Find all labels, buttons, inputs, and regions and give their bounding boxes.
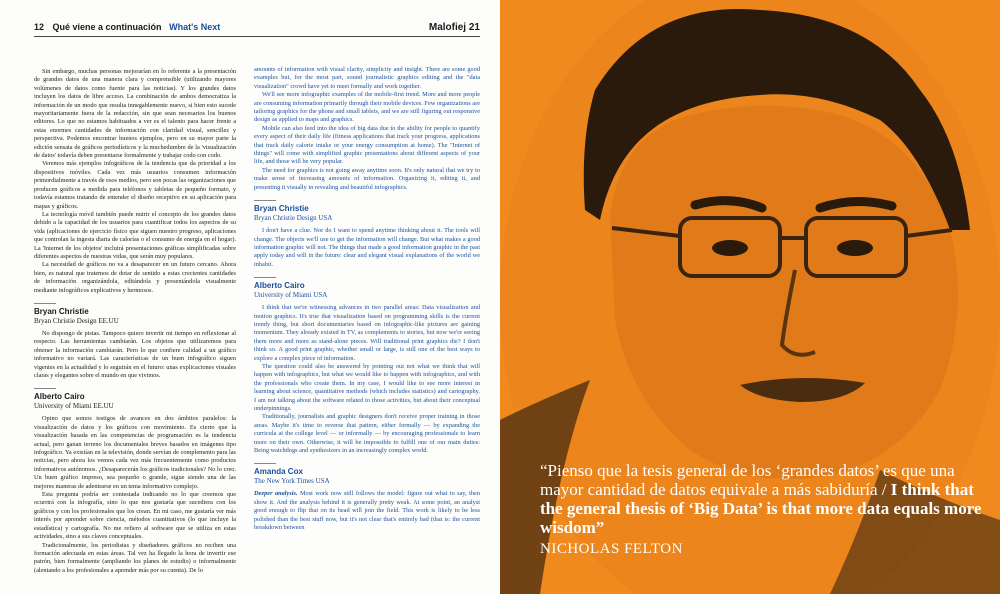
section-title-en: What's Next — [169, 22, 221, 32]
pull-quote-english: I think that the general thesis of ‘Big Data’ is that more data equals more wisdom” — [540, 480, 982, 537]
paragraph: We'll see more infographic examples of the mobile-first trend. More and more people are consuming information primarily through their mobile devices. Few organizations are tailoring graphics for the phone and small tablets, and we are still figuring out responsive design as applied to maps and graphics. — [254, 91, 480, 124]
paragraph: Sin embargo, muchas personas mejorarían en lo referente a la presentación de grandes datos de una manera clara y comprensible (utilizando mayores volúmenes de datos como fuente para las noticias). Y los grandes datos incluyen los datos de libre acceso. La combinación de ambos democratiza la información de un modo que resulta innegablemente nuevo, si bien esto sucede mayoritariamente fuera de la redacción, sin que sean necesarios los buenos editores. Lo que no estamos habituados a ver es el talento para hacer frente a estas enormes cantidades de información con claridad visual, sencillez y perspectiva. Podemos encontrar buenos ejemplos, pero en su mayor parte la edición sensata de gráficos periodísticos y la muchedumbre de la 'visualización de datos' todavía deben presentarse formalmente y trabajar codo con codo. — [34, 68, 236, 160]
author-org: University of Miami USA — [254, 291, 328, 300]
author-name: Bryan Christie — [254, 204, 309, 214]
section-title-es: Qué viene a continuación — [52, 22, 162, 32]
author-name: Alberto Cairo — [34, 392, 85, 402]
paragraph: Traditionally, journalists and graphic designers don't receive proper training in those areas. Maybe it's time to reverse that pattern, either formally — by expanding the curricula at the college level — or informally — by encouraging professionals to learn more on their own. Otherwise, it will be impossible to fulfill one of our main duties: Being watchdogs and synthesizers in an increasingly complex world. — [254, 413, 480, 455]
paragraph — [254, 490, 480, 532]
paragraph: I think that we're witnessing advances in two parallel areas: Data visualization and motion graphics. It's true that visualization based on programming skills is the current trendy thing, but short documentaries based on infographic-like pictures are gaining momentum. They already existed in TV, as complements to stories, but now we're seeing them more and more as stand-alone pieces. Will traditional print graphics die? I don't think so. A good print graphic, whether small or large, is still one of the best ways to explore a complex piece of information. — [254, 304, 480, 362]
paragraph: Veremos más ejemplos infográficos de la tendencia que da prioridad a los dispositivos móviles. Cada vez más usuarios consumen información primordialmente a través de esos medios, pero son pocas las organizaciones que producen gráficos a medida para teléfonos y tabletas de pequeño formato, y todavía estamos tratando de entender el diseño receptivo en su aplicación para mapas y gráficos. — [34, 160, 236, 210]
pull-quote — [540, 462, 990, 558]
english-column — [254, 66, 480, 532]
paragraph: La necesidad de gráficos no va a desaparecer en un futuro cercano. Ahora bien, es natural que tratemos de dotar de sentido a estas crecientes cantidades de información organizándola, editándola y presentándola visualmente mediante infográficos explicativos y hermosos. — [34, 261, 236, 294]
paragraph: The question could also be answered by pointing out not what we think that will happen with infographics, but what we would like to happen with infographics, and with the professionals who create them. In my case, I would like to see more interest in learning about science, quantitative methods (which includes statistics) and cartography. I am not talking about the software related to those activities, but about their conceptual underpinnings. — [254, 362, 480, 412]
paragraph: Tradicionalmente, los periodistas y diseñadores gráficos no reciben una formación adecuada en estas áreas. Tal vez ha llegado la hora de invertir ese patrón, bien formalmente (ampliando los planes de estudio) o informalmente (alentando a los profesionales a aprender más por su cuenta). De lo — [34, 541, 236, 574]
author-org: University of Miami EE.UU — [34, 402, 114, 411]
page-header — [34, 22, 480, 37]
paragraph: No dispongo de pistas. Tampoco quiero invertir mi tiempo en reflexionar al respecto. Las herramientas cambiarán. Los objetos que utilizaremos para obtener la información cambiarán. Pero lo que confiere calidad a un gráfico informativo no variará. Las características de un buen infográfico siguen vigentes en la actualidad y lo seguirán en el futuro: unas explicaciones visuales claras y elegantes sobre el mundo en que vivimos. — [34, 329, 236, 379]
right-page — [500, 0, 1000, 594]
paragraph: Esta pregunta podría ser contestada indicando no lo que creemos que ocurrirá con la infografía, sino lo que nos gustaría que sucediera con los gráficos y con los profesionales que los crean. En mi caso, me gustaría ver más interés por aprender sobre ciencia, métodos cuantitativos (lo que incluye la estadística) y cartografía. No me refiero al software que se utiliza en estas actividades, sino a sus claves conceptuales. — [34, 491, 236, 541]
paragraph: La tecnología móvil también puede nutrir el concepto de los grandes datos debido a la capacidad de los usuarios para cuantificar todos los aspectos de su vida (aplicaciones de ejercicio físico que siguen nuestro progreso, aplicaciones que controlan la ingesta diaria de calorías o el consumo de energía en el hogar). La 'Internet de los objetos' incluirá presentaciones gráficas simplificadas sobre diferentes aspectos de nuestras vidas, que serán muy populares. — [34, 210, 236, 260]
divider — [254, 463, 276, 464]
paragraph-text: Most work now still follows the model: figure out what to say, then show it. And the analysis behind it is generally pretty weak. At some point, an analyst good enough to flip that on its head will join the field. This work is likely to be less polished than the best stuff now, but it's not clear that's entirely bad (that is: the current breakdown between — [254, 490, 480, 532]
author-org: Bryan Christie Design USA — [254, 214, 333, 223]
paragraph: The need for graphics is not going away anytime soon. It's only natural that we try to make sense of increasing amounts of information. Organizing it, editing it, and presenting it visually in revealing and beautiful infographics. — [254, 166, 480, 191]
page-number: 12 — [34, 22, 45, 32]
author-name: Amanda Cox — [254, 467, 303, 477]
magazine-title: Malofiej 21 — [428, 22, 480, 33]
paragraph: I don't have a clue. Nor do I want to spend anytime thinking about it. The tools will change. The objects we'll use to get the information will change. But what makes a good information graphic will not. The things that made a good information graphic in the past apply today and will in the future: clear and elegant visual explanations of the world we inhabit. — [254, 227, 480, 268]
pull-quote-author: NICHOLAS FELTON — [540, 541, 683, 557]
author-org: The New York Times USA — [254, 477, 330, 486]
divider — [34, 388, 56, 389]
paragraph: amounts of information with visual clarity, simplicity and insight. There are some good examples but, for the most part, sound journalistic graphics editing and the "data visualization" crowd have yet to meet formally and work together. — [254, 66, 480, 90]
author-name: Alberto Cairo — [254, 281, 305, 291]
pull-quote-spanish: “Pienso que la tesis general de los ‘grandes datos’ es que una mayor cantidad de datos equivale a más sabiduría / — [540, 461, 955, 499]
author-name: Bryan Christie — [34, 306, 89, 316]
paragraph: Mobile can also feed into the idea of big data due to the ability for people to quantify every aspect of their daily life (fitness applications that track your progress, applications that track daily calorie intake or your energy consumption at home). The "Internet of things" will come with simplified graphic presentations about different aspects of your life, and those will be very popular. — [254, 124, 480, 166]
divider — [254, 200, 276, 201]
author-org: Bryan Christie Design EE.UU — [34, 316, 119, 325]
lead-in: Deeper analysis. — [254, 490, 298, 498]
paragraph: Opino que somos testigos de avances en dos ámbitos paralelos: la visualización de datos y los gráficos con movimiento. Es cierto que la visualización basada en las competencias de programación es la tendencia actual, pero ganan terreno los documentales breves basados en imágenes tipo infográfico. Ya existían en la televisión, donde servían de complemento para las noticias, pero ahora los vemos cada vez más frecuentemente como productos informativos autónomos. ¿Desaparecerán los gráficos tradicionales? No lo creo. Un buen gráfico impreso, sea pequeño o grande, sigue siendo una de las mejores maneras de adentrarse en un tema informativo complejo. — [34, 415, 236, 490]
spanish-column — [34, 68, 236, 575]
divider — [34, 303, 56, 304]
divider — [254, 277, 276, 278]
